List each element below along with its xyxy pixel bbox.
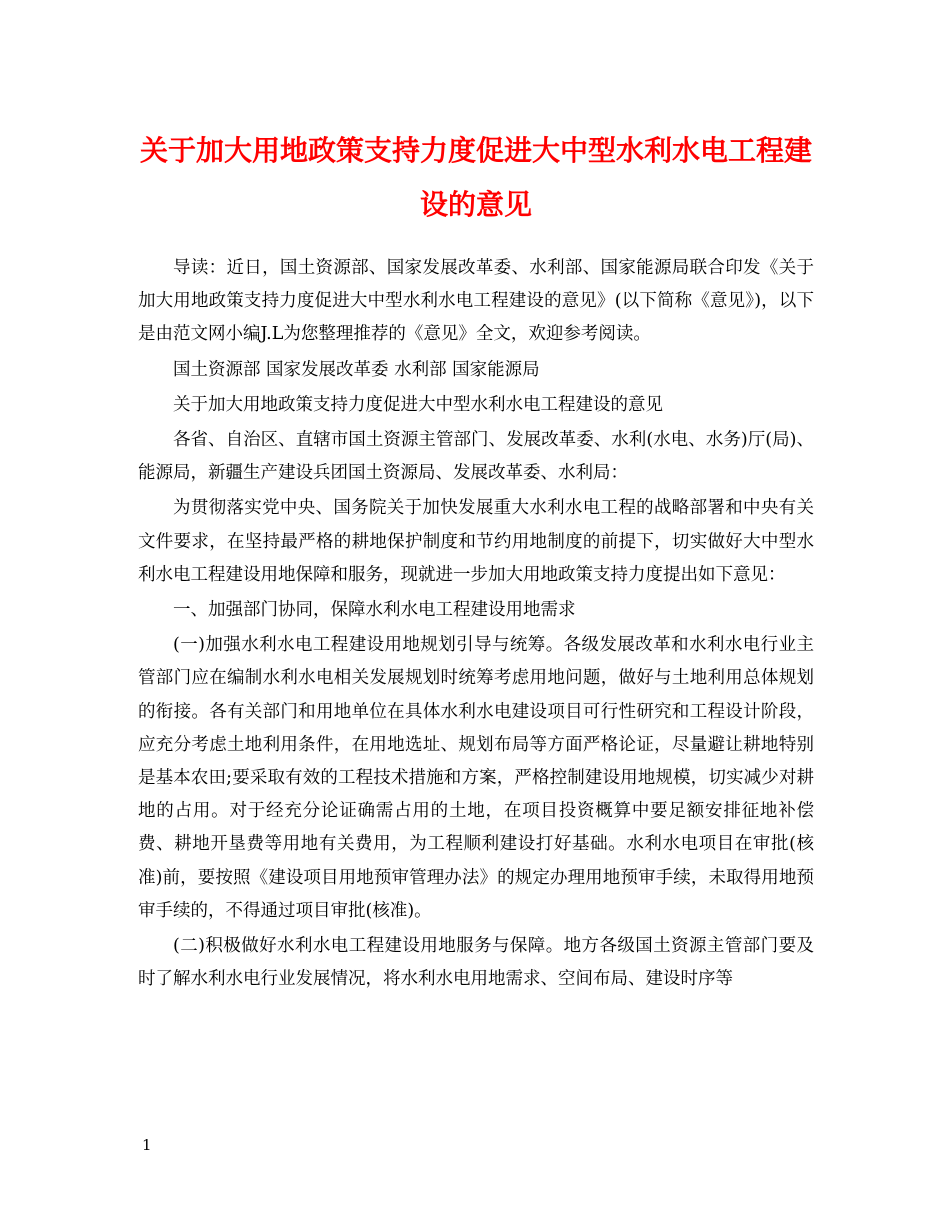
page-number: 1	[142, 1136, 152, 1154]
issuing-departments: 国土资源部 国家发展改革委 水利部 国家能源局	[173, 359, 540, 380]
intro-paragraph: 导读：近日，国土资源部、国家发展改革委、水利部、国家能源局联合印发《关于加大用地政策支持力度促进大中型水利水电工程建设的意见》(以下简称《意见》)，以下是由范文网小编J.L为您整理推荐的《意见》全文，欢迎参考阅读。	[138, 258, 814, 345]
clause-paragraph-2: (二)积极做好水利水电工程建设用地服务与保障。地方各级国土资源主管部门要及时了解水利水电行业发展情况，将水利水电用地需求、空间布局、建设时序等	[138, 936, 814, 990]
clause-paragraph-1: (一)加强水利水电工程建设用地规划引导与统筹。各级发展改革和水利水电行业主管部门应在编制水利水电相关发展规划时统筹考虑用地问题，做好与土地利用总体规划的衔接。各有关部门和用地单位在具体水利水电建设项目可行性研究和工程设计阶段，应充分考虑土地利用条件，在用地选址、规划布局等方面严格论证，尽量避让耕地特别是基本农田;要采取有效的工程技术措施和方案，严格控制建设用地规模，切实减少对耕地的占用。对于经充分论证确需占用的土地，在项目投资概算中要足额安排征地补偿费、耕地开垦费等用地有关费用，为工程顺利建设打好基础。水利水电项目在审批(核准)前，要按照《建设项目用地预审管理办法》的规定办理用地预审手续，未取得用地预审手续的，不得通过项目审批(核准)。	[138, 635, 814, 921]
document-body	[138, 252, 814, 998]
section-heading-1: 一、加强部门协同，保障水利水电工程建设用地需求	[173, 600, 576, 621]
addressee-paragraph: 各省、自治区、直辖市国土资源主管部门、发展改革委、水利(水电、水务)厅(局)、能源局，新疆生产建设兵团国土资源局、发展改革委、水利局：	[138, 430, 814, 484]
document-title: 关于加大用地政策支持力度促进大中型水利水电工程建设的意见	[139, 134, 812, 221]
preamble-paragraph: 为贯彻落实党中央、国务院关于加快发展重大水利水电工程的战略部署和中央有关文件要求，在坚持最严格的耕地保护制度和节约用地制度的前提下，切实做好大中型水利水电工程建设用地保障和服务，现就进一步加大用地政策支持力度提出如下意见：	[138, 498, 814, 585]
document-subtitle: 关于加大用地政策支持力度促进大中型水利水电工程建设的意见	[173, 394, 663, 415]
